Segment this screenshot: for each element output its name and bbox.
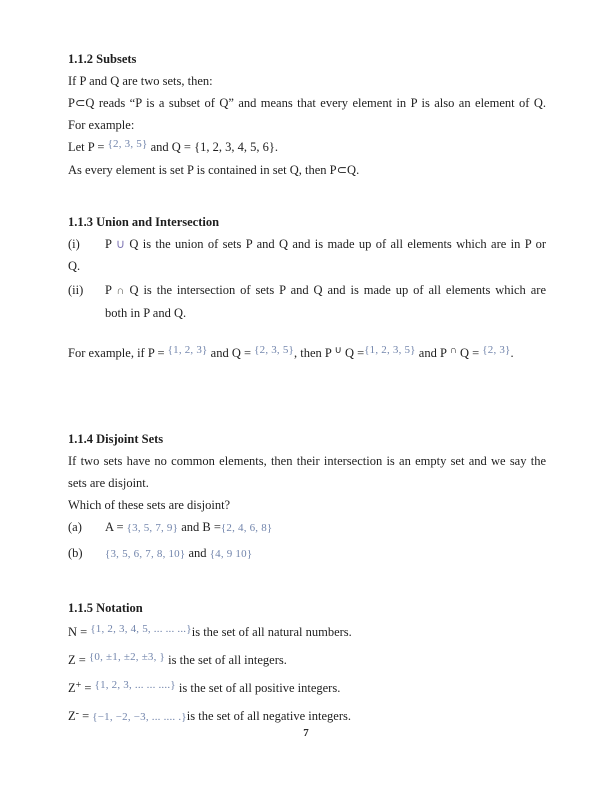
math-segment: {4, 9 10} (209, 548, 253, 560)
text-segment: 1.1.5 Notation (68, 601, 143, 615)
math-segment: {1, 2, 3} (167, 344, 208, 356)
list-marker: (b) (68, 546, 83, 560)
math-segment: ∩ (116, 285, 125, 297)
math-segment: {0, ±1, ±2, ±3, } (88, 651, 166, 663)
paragraph-line (68, 647, 546, 675)
math-segment: {3, 5, 6, 7, 8, 10} (105, 548, 186, 560)
text-segment: both in P and Q. (105, 306, 187, 320)
text-segment: N = (68, 625, 91, 639)
math-segment: {2, 3, 5} (107, 138, 148, 150)
text-segment: Let P = (68, 140, 108, 154)
text-segment: sets are disjoint. (68, 476, 149, 490)
paragraph-line (68, 619, 546, 647)
paragraph-line (68, 255, 546, 277)
text-segment: . (510, 346, 514, 360)
paragraph-line (68, 114, 546, 136)
text-segment: For example: (68, 118, 135, 132)
text-segment: is the set of all integers. (165, 653, 287, 667)
page-number: 7 (303, 727, 309, 739)
math-segment: - (75, 708, 79, 719)
list-marker: (a) (68, 520, 82, 534)
math-segment: {2, 3, 5} (254, 344, 295, 356)
list-item (68, 279, 546, 302)
text-segment: is the set of all natural numbers. (191, 625, 352, 639)
text-segment: Q. (68, 259, 81, 273)
text-segment: = (78, 709, 93, 723)
paragraph-line (68, 92, 546, 114)
text-segment: 1.1.4 Disjoint Sets (68, 432, 164, 446)
text-segment: P (105, 283, 117, 297)
list-item (68, 516, 546, 539)
text-segment: , then P (294, 346, 335, 360)
text-segment: and Q = {1, 2, 3, 4, 5, 6}. (147, 140, 278, 154)
paragraph-line (68, 136, 546, 159)
math-segment: {1, 2, 3, ... ... ....} (94, 679, 176, 691)
math-segment: {1, 2, 3, 4, 5, ... ... ...} (90, 623, 192, 635)
math-segment: {2, 3} (482, 344, 511, 356)
math-segment: ∩ (449, 345, 457, 356)
text-segment: If P and Q are two sets, then: (68, 74, 213, 88)
text-segment: is the set of all negative integers. (186, 709, 351, 723)
paragraph-line (68, 675, 546, 703)
text-segment: and (185, 546, 210, 560)
section-heading (68, 597, 546, 619)
section-heading (68, 211, 546, 233)
list-item (68, 542, 546, 565)
list-marker: (i) (68, 237, 80, 251)
text-segment: and P (415, 346, 450, 360)
list-item (68, 233, 546, 255)
paragraph-line (68, 159, 546, 181)
text-segment: = (81, 681, 95, 695)
text-segment: Q is the union of sets P and Q and is made up of all elements which are in P or (125, 237, 546, 251)
paragraph-line (68, 302, 546, 324)
section-heading (68, 48, 546, 70)
math-segment: ∪ (334, 345, 342, 356)
text-segment: Q = (341, 346, 365, 360)
text-segment: 1.1.3 Union and Intersection (68, 215, 220, 229)
text-segment: Z (68, 709, 76, 723)
text-segment: P (105, 237, 116, 251)
text-segment: P⊂Q reads “P is a subset of Q” and means that every element in P is also an element of Q. (68, 96, 546, 110)
math-segment: {2, 4, 6, 8} (220, 522, 273, 534)
math-segment: {−1, −2, −3, ... .... .} (92, 711, 187, 723)
text-segment: A = (105, 520, 127, 534)
text-segment: Which of these sets are disjoint? (68, 498, 231, 512)
text-segment: If two sets have no common elements, then their intersection is an empty set and we say the (68, 454, 546, 468)
text-segment: As every element is set P is contained in set Q, then P⊂Q. (68, 163, 360, 177)
paragraph-line (68, 450, 546, 472)
text-segment: Z (68, 681, 76, 695)
text-segment: and Q = (207, 346, 255, 360)
text-segment: Q is the intersection of sets P and Q and is made up of all elements which are (124, 283, 546, 297)
text-segment: Z = (68, 653, 89, 667)
math-segment: + (75, 680, 82, 691)
text-segment: is the set of all positive integers. (175, 681, 341, 695)
document-body (68, 48, 546, 731)
section-heading (68, 428, 546, 450)
text-segment: For example, if P = (68, 346, 168, 360)
math-segment: {1, 2, 3, 5} (364, 344, 416, 356)
paragraph-line (68, 472, 546, 494)
paragraph-line (68, 494, 546, 516)
paragraph-line (68, 342, 546, 366)
text-segment: 1.1.2 Subsets (68, 52, 137, 66)
text-segment: Q = (456, 346, 483, 360)
paragraph-line (68, 70, 546, 92)
text-segment: ∪ (115, 237, 125, 251)
math-segment: {3, 5, 7, 9} (126, 522, 179, 534)
list-marker: (ii) (68, 283, 84, 297)
text-segment: and B = (178, 520, 221, 534)
